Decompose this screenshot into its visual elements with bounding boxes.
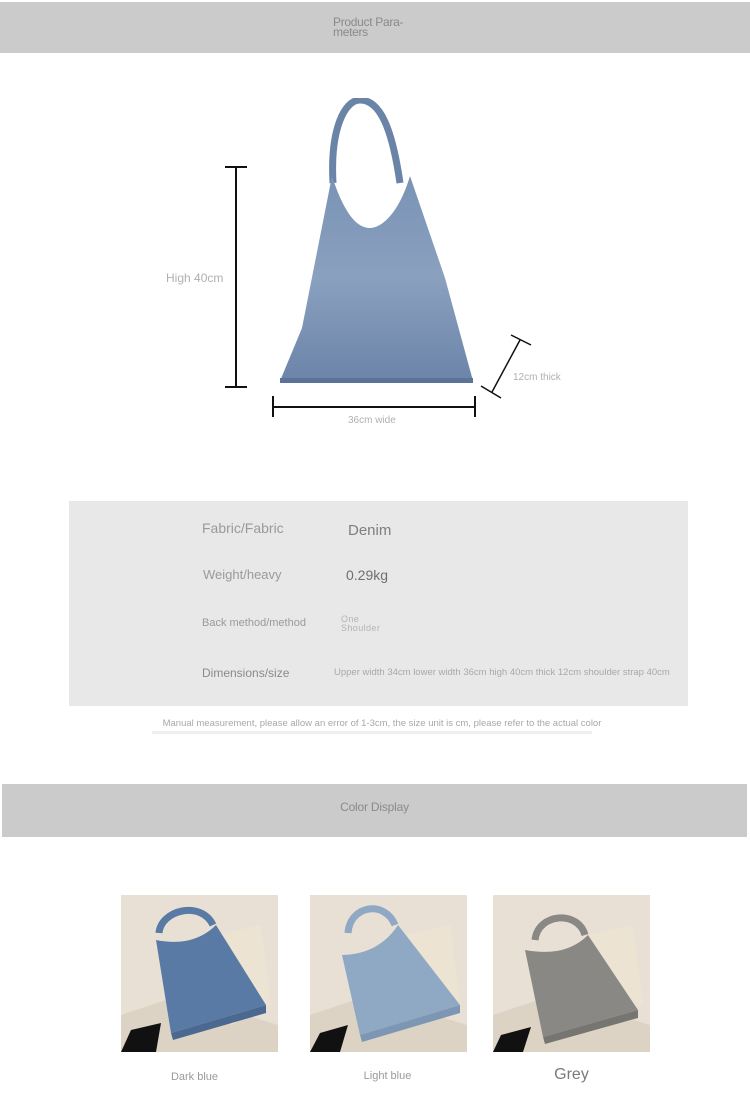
product-parameters-title	[333, 17, 423, 37]
measurement-note: Manual measurement, please allow an error of 1-3cm, the size unit is cm, please refer to the actual color	[162, 718, 602, 729]
spec-value-back-method-line2: Shoulder	[341, 623, 381, 633]
product-parameters-banner	[0, 2, 750, 53]
color-swatch-dark-blue[interactable]	[121, 895, 278, 1052]
spec-key-fabric: Fabric/Fabric	[202, 520, 284, 536]
color-display-title: Color Display	[340, 800, 409, 814]
spec-value-back-method	[341, 615, 380, 633]
bag-product-image	[270, 98, 485, 388]
note-shadow	[152, 731, 592, 734]
spec-value-dimensions: Upper width 34cm lower width 36cm high 40cm thick 12cm shoulder strap 40cm	[334, 667, 670, 678]
thickness-measure-line	[478, 330, 538, 402]
grey-bag-image	[493, 895, 650, 1052]
height-measure-line	[235, 166, 237, 387]
height-label: High 40cm	[166, 271, 224, 285]
color-label-dark-blue: Dark blue	[170, 1071, 219, 1083]
spec-key-weight: Weight/heavy	[203, 567, 282, 582]
spec-key-dimensions: Dimensions/size	[202, 666, 290, 680]
spec-value-weight: 0.29kg	[346, 567, 389, 583]
color-swatch-grey[interactable]	[493, 895, 650, 1052]
title-line-1: Product Para-	[333, 15, 404, 29]
spec-key-back-method: Back method/method	[202, 617, 306, 629]
height-measure-cap-top	[225, 166, 247, 168]
spec-value-back-method-line1: One	[341, 614, 360, 624]
title-line-2: meters	[333, 25, 368, 39]
height-measure-cap-bottom	[225, 386, 247, 388]
width-measure-line	[272, 406, 475, 408]
color-display-banner	[2, 784, 747, 837]
width-measure-cap-right	[474, 396, 476, 417]
color-label-grey: Grey	[554, 1066, 589, 1083]
width-measure-cap-left	[272, 396, 274, 417]
color-swatch-light-blue[interactable]	[310, 895, 467, 1052]
dimension-figure	[0, 60, 750, 440]
color-label-light-blue: Light blue	[363, 1070, 412, 1082]
dark-blue-bag-image	[121, 895, 278, 1052]
spec-table	[69, 501, 688, 706]
light-blue-bag-image	[310, 895, 467, 1052]
spec-value-fabric: Denim	[348, 522, 392, 539]
width-label: 36cm wide	[348, 415, 396, 426]
thickness-label: 12cm thick	[513, 372, 561, 383]
